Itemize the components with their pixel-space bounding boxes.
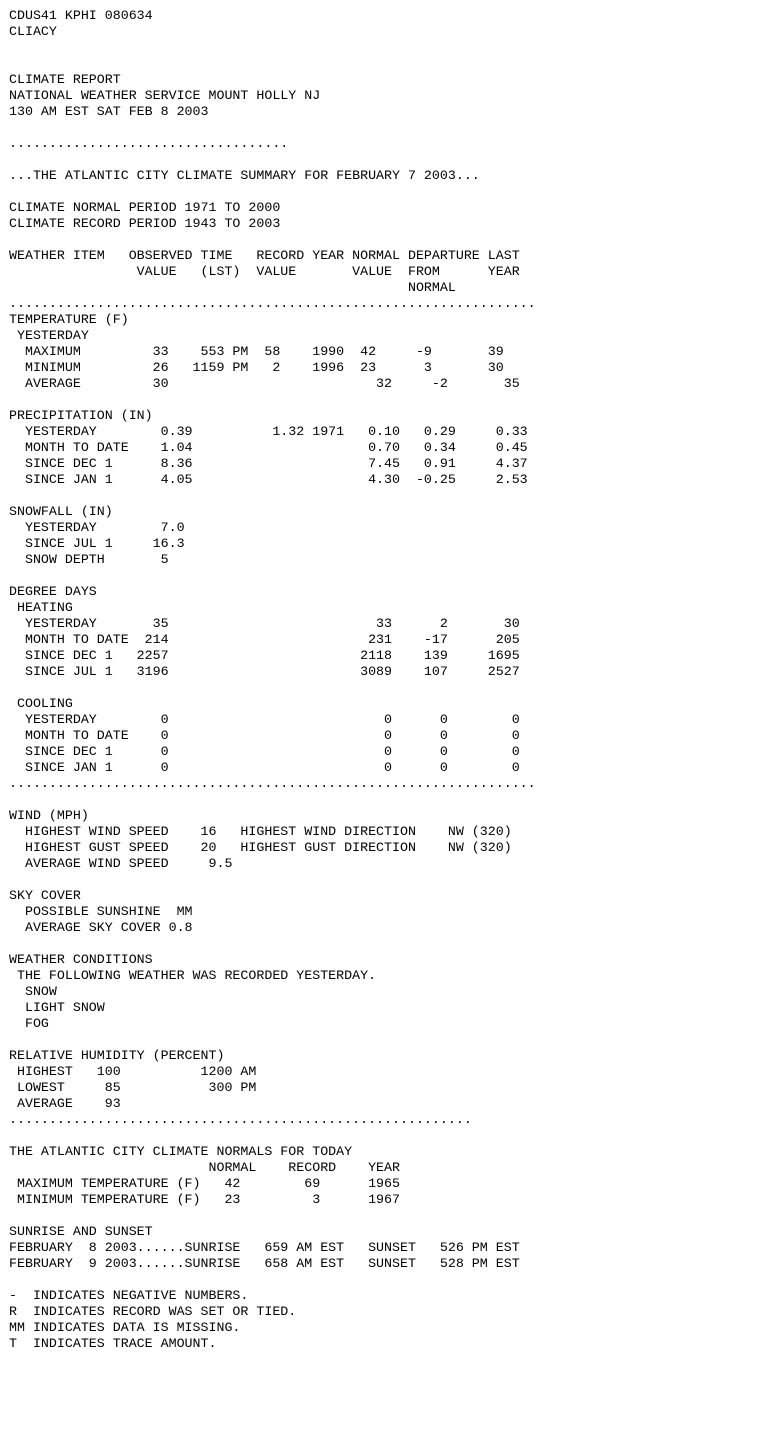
report-line: YESTERDAY 7.0 [9, 520, 185, 535]
report-line: POSSIBLE SUNSHINE MM [9, 904, 193, 919]
report-line: MM INDICATES DATA IS MISSING. [9, 1320, 241, 1335]
report-line: YESTERDAY 35 33 2 30 [9, 616, 520, 631]
report-line: SINCE JAN 1 4.05 4.30 -0.25 2.53 [9, 472, 528, 487]
report-line: WEATHER ITEM OBSERVED TIME RECORD YEAR NORMAL DEPARTURE LAST [9, 248, 520, 263]
report-line: FOG [9, 1016, 49, 1031]
report-line: 130 AM EST SAT FEB 8 2003 [9, 104, 209, 119]
report-line: .................................................................. [9, 296, 536, 311]
report-line: YESTERDAY [9, 328, 89, 343]
report-line: .................................................................. [9, 776, 536, 791]
report-line: SNOW DEPTH 5 [9, 552, 169, 567]
report-line: ...THE ATLANTIC CITY CLIMATE SUMMARY FOR FEBRUARY 7 2003... [9, 168, 480, 183]
report-line: HIGHEST WIND SPEED 16 HIGHEST WIND DIRECTION NW (320) [9, 824, 512, 839]
report-line: CDUS41 KPHI 080634 [9, 8, 153, 23]
report-line: FEBRUARY 9 2003......SUNRISE 658 AM EST SUNSET 528 PM EST [9, 1256, 520, 1271]
report-line: SNOW [9, 984, 57, 999]
report-line: SUNRISE AND SUNSET [9, 1224, 153, 1239]
report-line: NATIONAL WEATHER SERVICE MOUNT HOLLY NJ [9, 88, 321, 103]
report-line: AVERAGE SKY COVER 0.8 [9, 920, 193, 935]
report-line: PRECIPITATION (IN) [9, 408, 153, 423]
report-line: THE FOLLOWING WEATHER WAS RECORDED YESTERDAY. [9, 968, 377, 983]
report-line: MINIMUM 26 1159 PM 2 1996 23 3 30 [9, 360, 504, 375]
report-line: THE ATLANTIC CITY CLIMATE NORMALS FOR TODAY [9, 1144, 353, 1159]
report-line: COOLING [9, 696, 73, 711]
report-line: LOWEST 85 300 PM [9, 1080, 257, 1095]
report-line: YESTERDAY 0.39 1.32 1971 0.10 0.29 0.33 [9, 424, 528, 439]
report-line: SINCE JAN 1 0 0 0 0 [9, 760, 520, 775]
report-line: CLIACY [9, 24, 57, 39]
report-line: ................................... [9, 136, 289, 151]
report-line: NORMAL [9, 280, 456, 295]
report-line: SINCE DEC 1 8.36 7.45 0.91 4.37 [9, 456, 528, 471]
report-line: - INDICATES NEGATIVE NUMBERS. [9, 1288, 249, 1303]
report-line: WEATHER CONDITIONS [9, 952, 153, 967]
report-line: AVERAGE 93 [9, 1096, 121, 1111]
report-line: MONTH TO DATE 1.04 0.70 0.34 0.45 [9, 440, 528, 455]
report-line: MAXIMUM 33 553 PM 58 1990 42 -9 39 [9, 344, 504, 359]
report-line: AVERAGE 30 32 -2 35 [9, 376, 520, 391]
report-line: HIGHEST 100 1200 AM [9, 1064, 257, 1079]
report-line: CLIMATE RECORD PERIOD 1943 TO 2003 [9, 216, 281, 231]
report-line: HIGHEST GUST SPEED 20 HIGHEST GUST DIRECTION NW (320) [9, 840, 512, 855]
report-line: MONTH TO DATE 214 231 -17 205 [9, 632, 520, 647]
report-line: RELATIVE HUMIDITY (PERCENT) [9, 1048, 225, 1063]
report-line: WIND (MPH) [9, 808, 89, 823]
report-line: CLIMATE REPORT [9, 72, 121, 87]
report-line: T INDICATES TRACE AMOUNT. [9, 1336, 217, 1351]
report-line: R INDICATES RECORD WAS SET OR TIED. [9, 1304, 297, 1319]
report-line: SINCE DEC 1 0 0 0 0 [9, 744, 520, 759]
report-line: DEGREE DAYS [9, 584, 97, 599]
report-line: AVERAGE WIND SPEED 9.5 [9, 856, 233, 871]
report-line: SNOWFALL (IN) [9, 504, 113, 519]
report-line: VALUE (LST) VALUE VALUE FROM YEAR [9, 264, 520, 279]
report-line: SKY COVER [9, 888, 81, 903]
report-line: CLIMATE NORMAL PERIOD 1971 TO 2000 [9, 200, 281, 215]
report-line: MINIMUM TEMPERATURE (F) 23 3 1967 [9, 1192, 400, 1207]
report-line: SINCE DEC 1 2257 2118 139 1695 [9, 648, 520, 663]
report-line: FEBRUARY 8 2003......SUNRISE 659 AM EST SUNSET 526 PM EST [9, 1240, 520, 1255]
report-line: .......................................................... [9, 1112, 472, 1127]
report-line: SINCE JUL 1 16.3 [9, 536, 185, 551]
report-line: LIGHT SNOW [9, 1000, 105, 1015]
report-line: MONTH TO DATE 0 0 0 0 [9, 728, 520, 743]
report-line: SINCE JUL 1 3196 3089 107 2527 [9, 664, 520, 679]
report-line: NORMAL RECORD YEAR [9, 1160, 400, 1175]
report-line: MAXIMUM TEMPERATURE (F) 42 69 1965 [9, 1176, 400, 1191]
report-line: TEMPERATURE (F) [9, 312, 129, 327]
report-line: HEATING [9, 600, 73, 615]
report-line: YESTERDAY 0 0 0 0 [9, 712, 520, 727]
